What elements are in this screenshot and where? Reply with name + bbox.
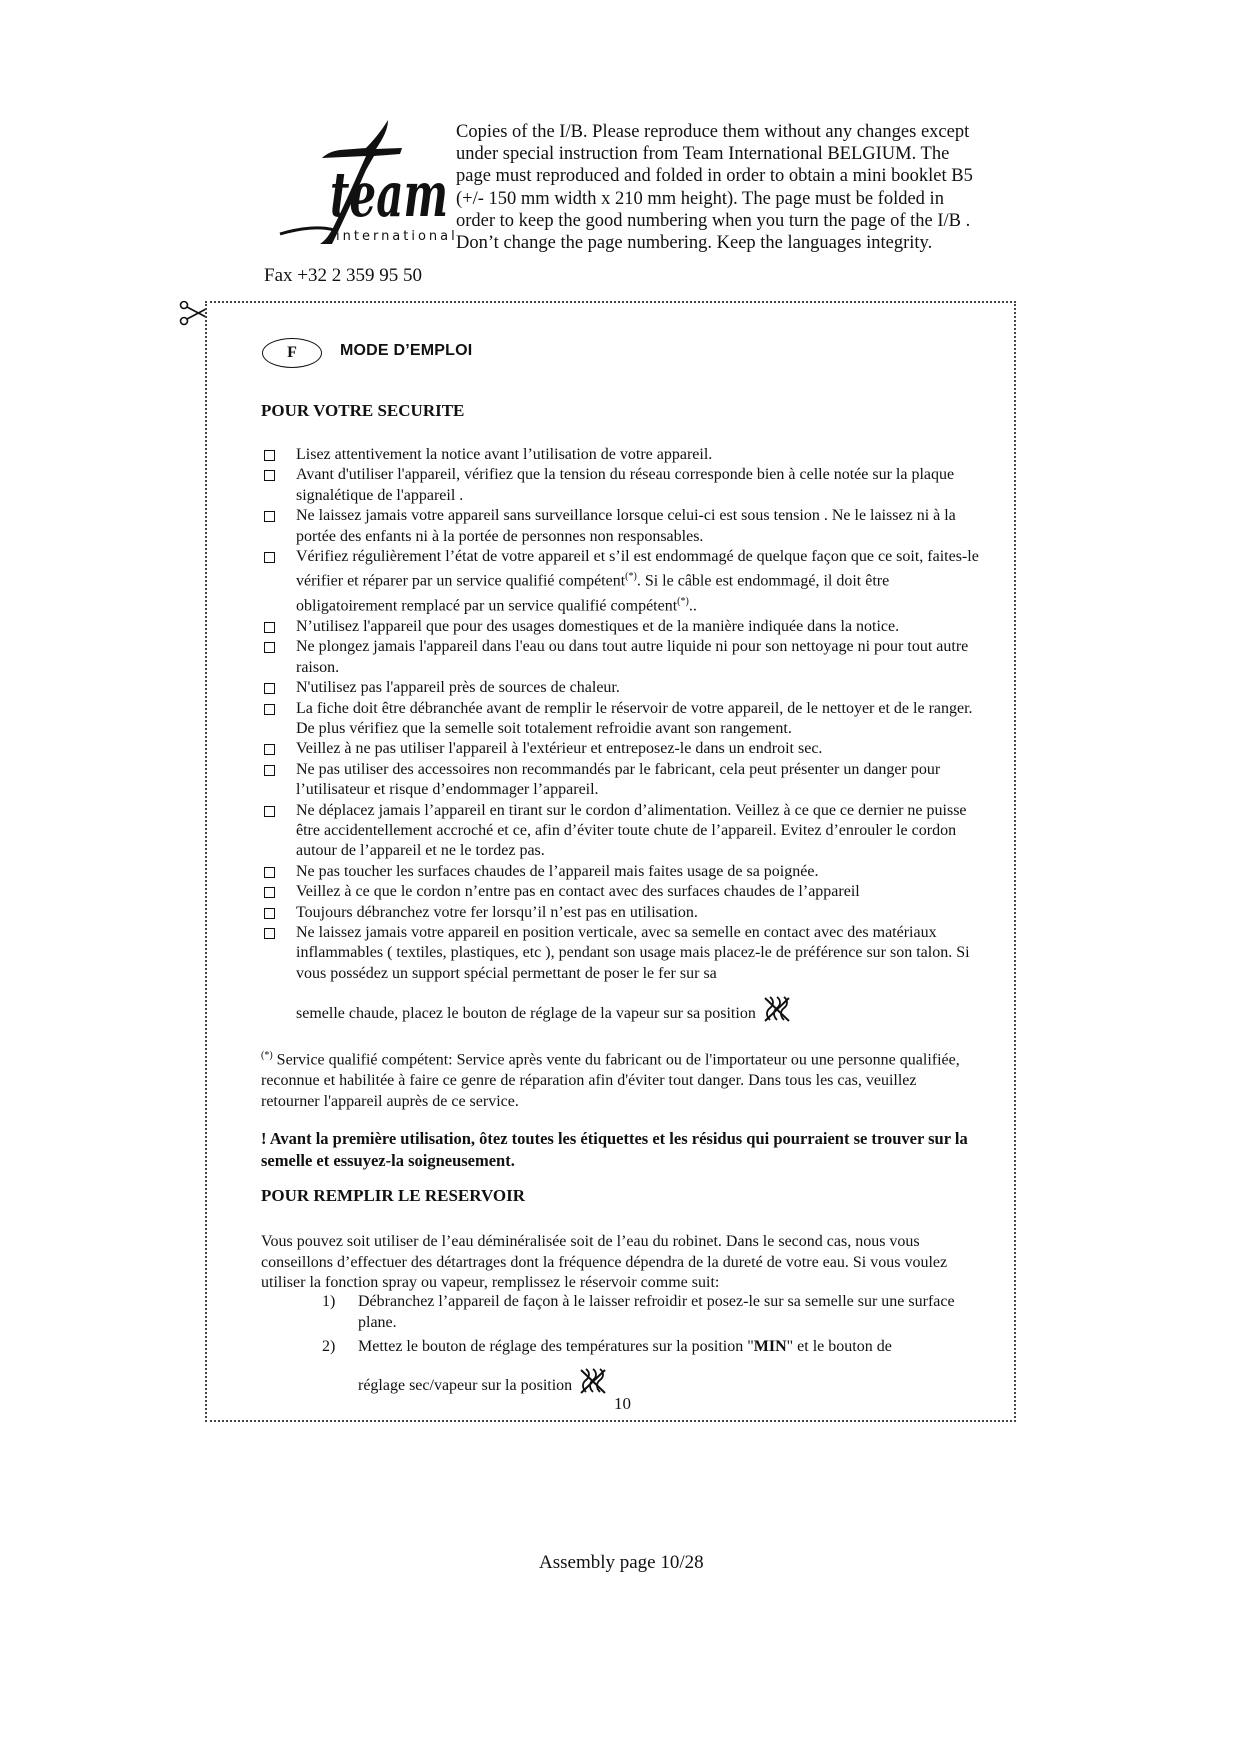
list-item: Lisez attentivement la notice avant l’utilisation de votre appareil.	[262, 445, 982, 465]
fill-steps	[322, 1292, 982, 1396]
list-item: 2) Mettez le bouton de réglage des températures sur la position "MIN" et le bouton de réglage sec/vapeur sur la position	[322, 1338, 892, 1394]
reproduction-instructions: Copies of the I/B. Please reproduce them without any changes except under special instruction from Team International BELGIUM. The page must reproduced and folded in order to obtain a mini booklet B5 (+/- 150 mm width x 210 mm height). The page must be folded in order to keep the good numbering when you turn the page of the I/B . Don’t change the page numbering. Keep the languages integrity.	[456, 122, 973, 254]
list-item: 1) Débranchez l’appareil de façon à le laisser refroidir et posez-le sur sa semelle sur une surface plane.	[322, 1293, 955, 1331]
list-item: Ne plongez jamais l'appareil dans l'eau ou dans tout autre liquide ni pour son nettoyage ni pour tout autre raison.	[262, 637, 982, 678]
list-item: Ne déplacez jamais l’appareil en tirant sur le cordon d’alimentation. Veillez à ce que ce dernier ne puisse être accidentellement accroché et ce, afin d’éviter toute chute de l’appareil. Evitez d’enrouler le cordon autour de l’appareil et ne le tordez pas.	[262, 801, 982, 862]
list-item: Ne laissez jamais votre appareil en position verticale, avec sa semelle en contact avec des matériaux inflammables ( textiles, plastiques, etc ), pendant son usage mais placez-le de préférence sur son talon. Si vous possédez un support spécial permettant de poser le fer sur sa semelle chaude, placez le bouton de réglage de la vapeur sur sa position	[262, 923, 982, 1025]
checkbox-icon	[264, 552, 275, 563]
list-item: N’utilisez l'appareil que pour des usages domestiques et de la manière indiquée dans la notice.	[262, 617, 982, 637]
no-steam-icon	[578, 1366, 608, 1396]
list-item: Ne pas toucher les surfaces chaudes de l’appareil mais faites usage de sa poignée.	[262, 862, 982, 882]
list-item: Veillez à ce que le cordon n’entre pas en contact avec des surfaces chaudes de l’appareil	[262, 882, 982, 902]
manual-title: MODE D’EMPLOI	[340, 342, 473, 359]
checkbox-icon	[264, 887, 275, 898]
checkbox-icon	[264, 704, 275, 715]
page-number: 10	[614, 1394, 631, 1413]
team-international-logo	[270, 118, 458, 258]
checkbox-icon	[264, 642, 275, 653]
list-item: La fiche doit être débranchée avant de remplir le réservoir de votre appareil, de le nettoyer et de le ranger. De plus vérifiez que la semelle soit totalement refroidie avant son rangement.	[262, 699, 982, 740]
list-item: Avant d'utiliser l'appareil, vérifiez que la tension du réseau corresponde bien à celle notée sur la plaque signalétique de l'appareil .	[262, 465, 982, 506]
fill-heading: POUR REMPLIR LE RESERVOIR	[261, 1186, 526, 1205]
checkbox-icon	[264, 867, 275, 878]
svg-text:team: team	[330, 158, 448, 231]
checkbox-icon	[264, 683, 275, 694]
list-item: Veillez à ne pas utiliser l'appareil à l'extérieur et entreposez-le dans un endroit sec.	[262, 739, 982, 759]
safety-heading: POUR VOTRE SECURITE	[261, 401, 465, 420]
fill-paragraph: Vous pouvez soit utiliser de l’eau déminéralisée soit de l’eau du robinet. Dans le second cas, nous vous conseillons d’effectuer des détartrages dont la fréquence dépendra de la dureté de votre eau. Si vous voulez utiliser la fonction spray ou vapeur, remplissez le réservoir comme suit:	[261, 1233, 948, 1291]
checkbox-icon	[264, 928, 275, 939]
footnote: (*) Service qualifié compétent: Service après vente du fabricant ou de l'importateur ou une personne qualifiée, reconnue et habilitée à faire ce genre de réparation afin d'éviter tout danger. Dans tous les cas, veuillez retourner l'appareil auprès de ce service.	[261, 1050, 960, 1111]
checkbox-icon	[264, 908, 275, 919]
list-item: Vérifiez régulièrement l’état de votre appareil et s’il est endommagé de quelque façon que ce soit, faites-le vérifier et réparer par un service qualifié compétent(*). Si le câble est endommagé, il doit être obligatoirement remplacé par un service qualifié compétent(*)..	[262, 547, 982, 617]
checkbox-icon	[264, 622, 275, 633]
fax-number: Fax +32 2 359 95 50	[264, 265, 422, 286]
list-item: Toujours débranchez votre fer lorsqu’il n’est pas en utilisation.	[262, 903, 982, 923]
first-use-warning: ! Avant la première utilisation, ôtez toutes les étiquettes et les résidus qui pourraient se trouver sur la semelle et essuyez-la soigneusement.	[261, 1129, 968, 1170]
language-badge: F	[262, 338, 322, 368]
checkbox-icon	[264, 470, 275, 481]
scissors-icon	[178, 301, 208, 325]
checkbox-icon	[264, 744, 275, 755]
no-steam-icon	[762, 994, 792, 1024]
checkbox-icon	[264, 511, 275, 522]
safety-list	[262, 445, 982, 1025]
list-item: Ne pas utiliser des accessoires non recommandés par le fabricant, cela peut présenter un danger pour l’utilisateur et risque d’endommager l’appareil.	[262, 760, 982, 801]
list-item: N'utilisez pas l'appareil près de sources de chaleur.	[262, 678, 982, 698]
checkbox-icon	[264, 806, 275, 817]
assembly-page-label: Assembly page 10/28	[539, 1552, 704, 1573]
checkbox-icon	[264, 765, 275, 776]
list-item: Ne laissez jamais votre appareil sans surveillance lorsque celui-ci est sous tension . Ne le laissez ni à la portée des enfants ni à la portée de personnes non responsables.	[262, 506, 982, 547]
checkbox-icon	[264, 450, 275, 461]
svg-text:international: international	[336, 229, 458, 244]
